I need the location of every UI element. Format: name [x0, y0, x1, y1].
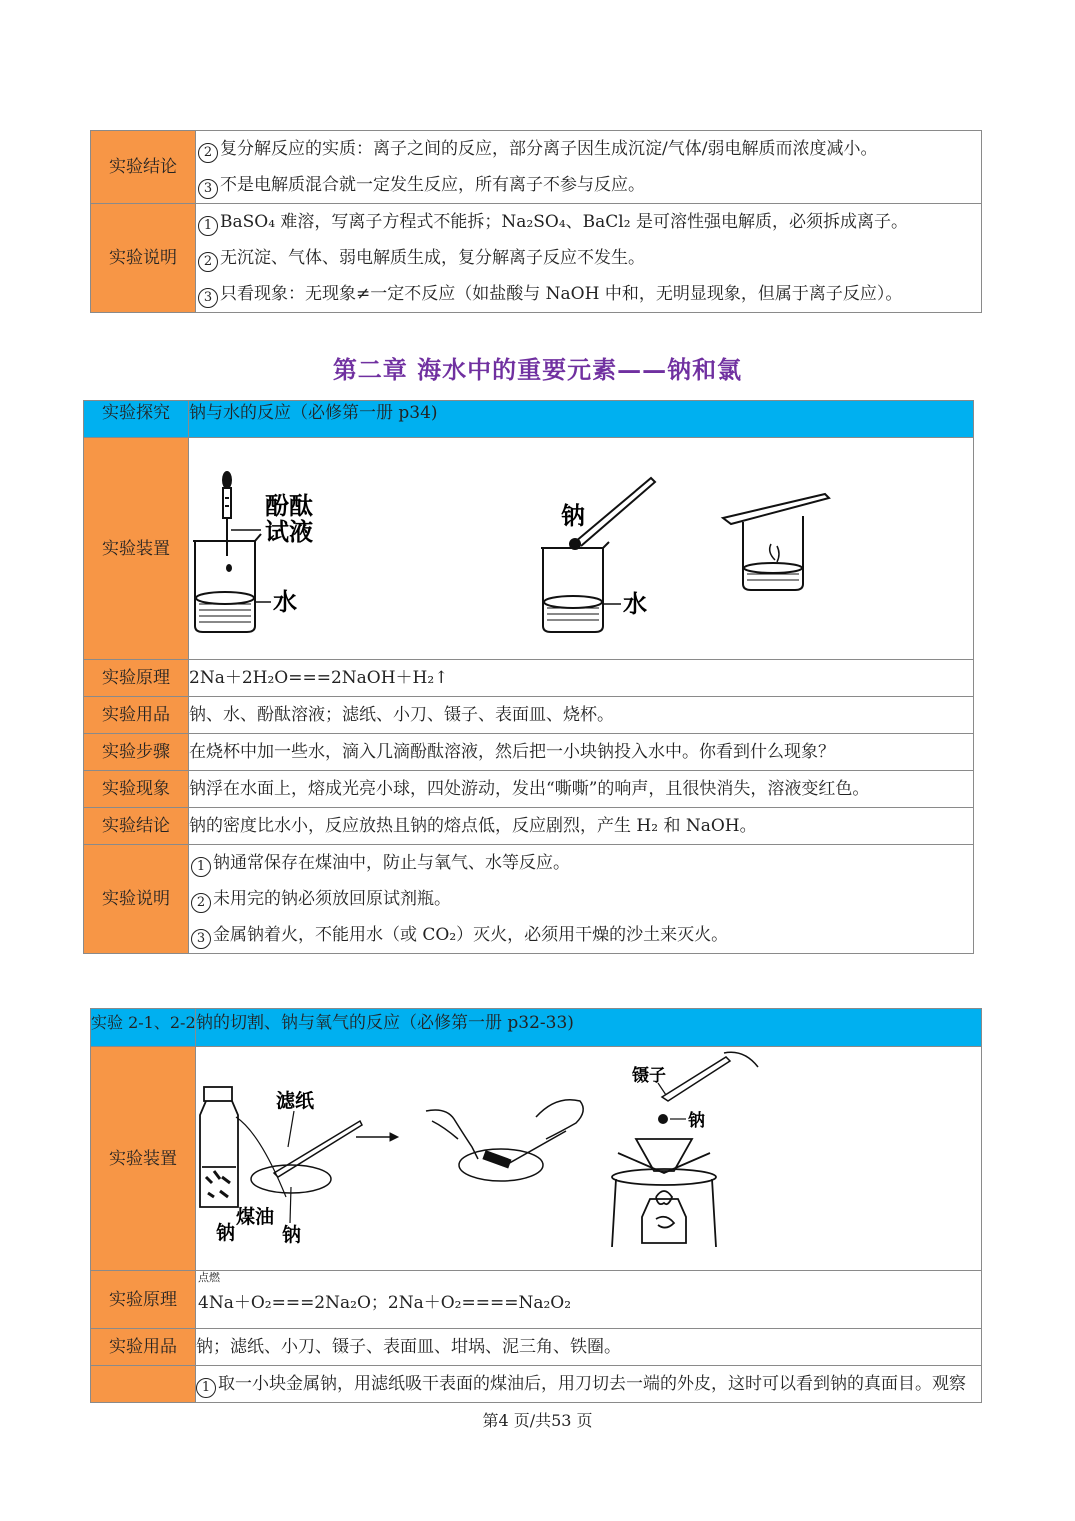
water-label-1: 水	[273, 588, 297, 616]
beaker-icon	[541, 542, 609, 632]
list-item: 2 未用完的钠必须放回原试剂瓶。	[189, 881, 973, 917]
table-row	[84, 771, 974, 808]
row-text: 钠；滤纸、小刀、镊子、表面皿、坩埚、泥三角、铁圈。	[196, 1329, 982, 1366]
table-sodium-water	[83, 400, 974, 954]
chapter-title: 第二章 海水中的重要元素——钠和氯	[332, 355, 743, 384]
page-number: 第4 页/共53 页	[482, 1411, 593, 1430]
row-text: 钠的密度比水小，反应放热且钠的熔点低，反应剧烈，产生 H₂ 和 NaOH。	[189, 808, 974, 845]
row-label: 实验步骤	[84, 734, 189, 771]
row-text: 钠浮在水面上，熔成光亮小球，四处游动，发出“嘶嘶”的响声，且很快消失，溶液变红色。	[189, 771, 974, 808]
principle-equation: 4Na＋O₂===2Na₂O；2Na＋O₂====Na₂O₂	[198, 1293, 572, 1313]
sodium-label: 钠	[561, 502, 585, 530]
table-row	[84, 808, 974, 845]
table-row	[84, 401, 974, 438]
table-sodium-cutting	[90, 1008, 982, 1403]
step-text: 取一小块金属钠，用滤纸吸干表面的煤油后，用刀切去一端的外皮，这时可以看到钠的真面目。观察	[218, 1374, 966, 1394]
apparatus-figure-cell	[189, 438, 974, 660]
list-item: 3 金属钠着火，不能用水（或 CO₂）灭火，必须用干燥的沙土来灭火。	[189, 917, 973, 953]
row-label: 实验用品	[84, 697, 189, 734]
table-row	[91, 1047, 982, 1271]
row-label: 实验说明	[91, 204, 196, 313]
filter-paper-label: 滤纸	[276, 1090, 315, 1112]
table-row	[84, 438, 974, 660]
table-row	[91, 131, 982, 204]
bottle-icon	[200, 1087, 238, 1207]
tweezers-label: 镊子	[632, 1066, 666, 1086]
water-label-2: 水	[623, 590, 647, 618]
row-label: 实验原理	[91, 1271, 196, 1329]
list-item: 3 只看现象：无现象≠一定不反应（如盐酸与 NaOH 中和，无明显现象，但属于离子反应）。	[196, 276, 981, 312]
list-item: 2 无沉淀、气体、弱电解质生成，复分解离子反应不发生。	[196, 240, 981, 276]
list-item: 1 BaSO₄ 难溶，写离子方程式不能拆；Na₂SO₄、BaCl₂ 是可溶性强电解质，必须拆成离子。	[196, 204, 981, 240]
covered-beaker-icon	[723, 494, 829, 590]
hands-cutting-icon	[426, 1100, 583, 1181]
table-row	[84, 660, 974, 697]
table-row	[91, 204, 982, 313]
ignite-condition: 点燃	[198, 1271, 220, 1284]
sodium-label-3: 钠	[688, 1111, 705, 1131]
row-label: 实验装置	[84, 438, 189, 660]
apparatus-figure-cell	[196, 1047, 982, 1271]
sodium-label-1: 钠	[216, 1222, 236, 1244]
table-row	[84, 845, 974, 954]
header-label: 实验 2-1、2-2	[91, 1009, 196, 1047]
row-label: 实验现象	[84, 771, 189, 808]
kerosene-label: 煤油	[236, 1206, 275, 1228]
tweezers-icon	[662, 1052, 758, 1101]
list-item: 3 不是电解质混合就一定发生反应，所有离子不参与反应。	[196, 167, 981, 203]
row-label: 实验说明	[84, 845, 189, 954]
row-label: 实验用品	[91, 1329, 196, 1366]
table-row	[84, 734, 974, 771]
row-label: 实验装置	[91, 1047, 196, 1271]
header-label: 实验探究	[84, 401, 189, 438]
crucible-tripod-icon	[612, 1139, 716, 1247]
row-text: 钠、水、酚酞溶液；滤纸、小刀、镊子、表面皿、烧杯。	[189, 697, 974, 734]
sodium-cutting-apparatus-figure	[196, 1047, 982, 1257]
table-row: 1 取一小块金属钠，用滤纸吸干表面的煤油后，用刀切去一端的外皮，这时可以看到钠的真面目。观察	[91, 1366, 982, 1403]
list-item: 2 复分解反应的实质：离子之间的反应，部分离子因生成沉淀/气体/弱电解质而浓度减小。	[196, 131, 981, 167]
table-row	[91, 1271, 982, 1329]
dropper-icon	[223, 472, 231, 556]
sodium-water-apparatus-figure	[189, 438, 974, 646]
table-row	[84, 697, 974, 734]
sodium-label-2: 钠	[282, 1224, 302, 1246]
phenol-label: 酚酞	[265, 492, 313, 520]
arrow-icon	[356, 1133, 398, 1141]
header-text: 钠与水的反应（必修第一册 p34)	[189, 401, 974, 438]
row-text: 2Na＋2H₂O===2NaOH＋H₂↑	[189, 660, 974, 697]
row-label: 实验结论	[84, 808, 189, 845]
table-row	[91, 1329, 982, 1366]
list-item: 1 钠通常保存在煤油中，防止与氧气、水等反应。	[189, 845, 973, 881]
table-row	[91, 1009, 982, 1047]
table-ion-reaction	[90, 130, 982, 313]
solution-label: 试液	[265, 518, 313, 546]
row-label: 实验结论	[91, 131, 196, 204]
row-text: 在烧杯中加一些水，滴入几滴酚酞溶液，然后把一小块钠投入水中。你看到什么现象？	[189, 734, 974, 771]
header-text: 钠的切割、钠与氧气的反应（必修第一册 p32-33)	[196, 1009, 982, 1047]
row-label: 实验原理	[84, 660, 189, 697]
